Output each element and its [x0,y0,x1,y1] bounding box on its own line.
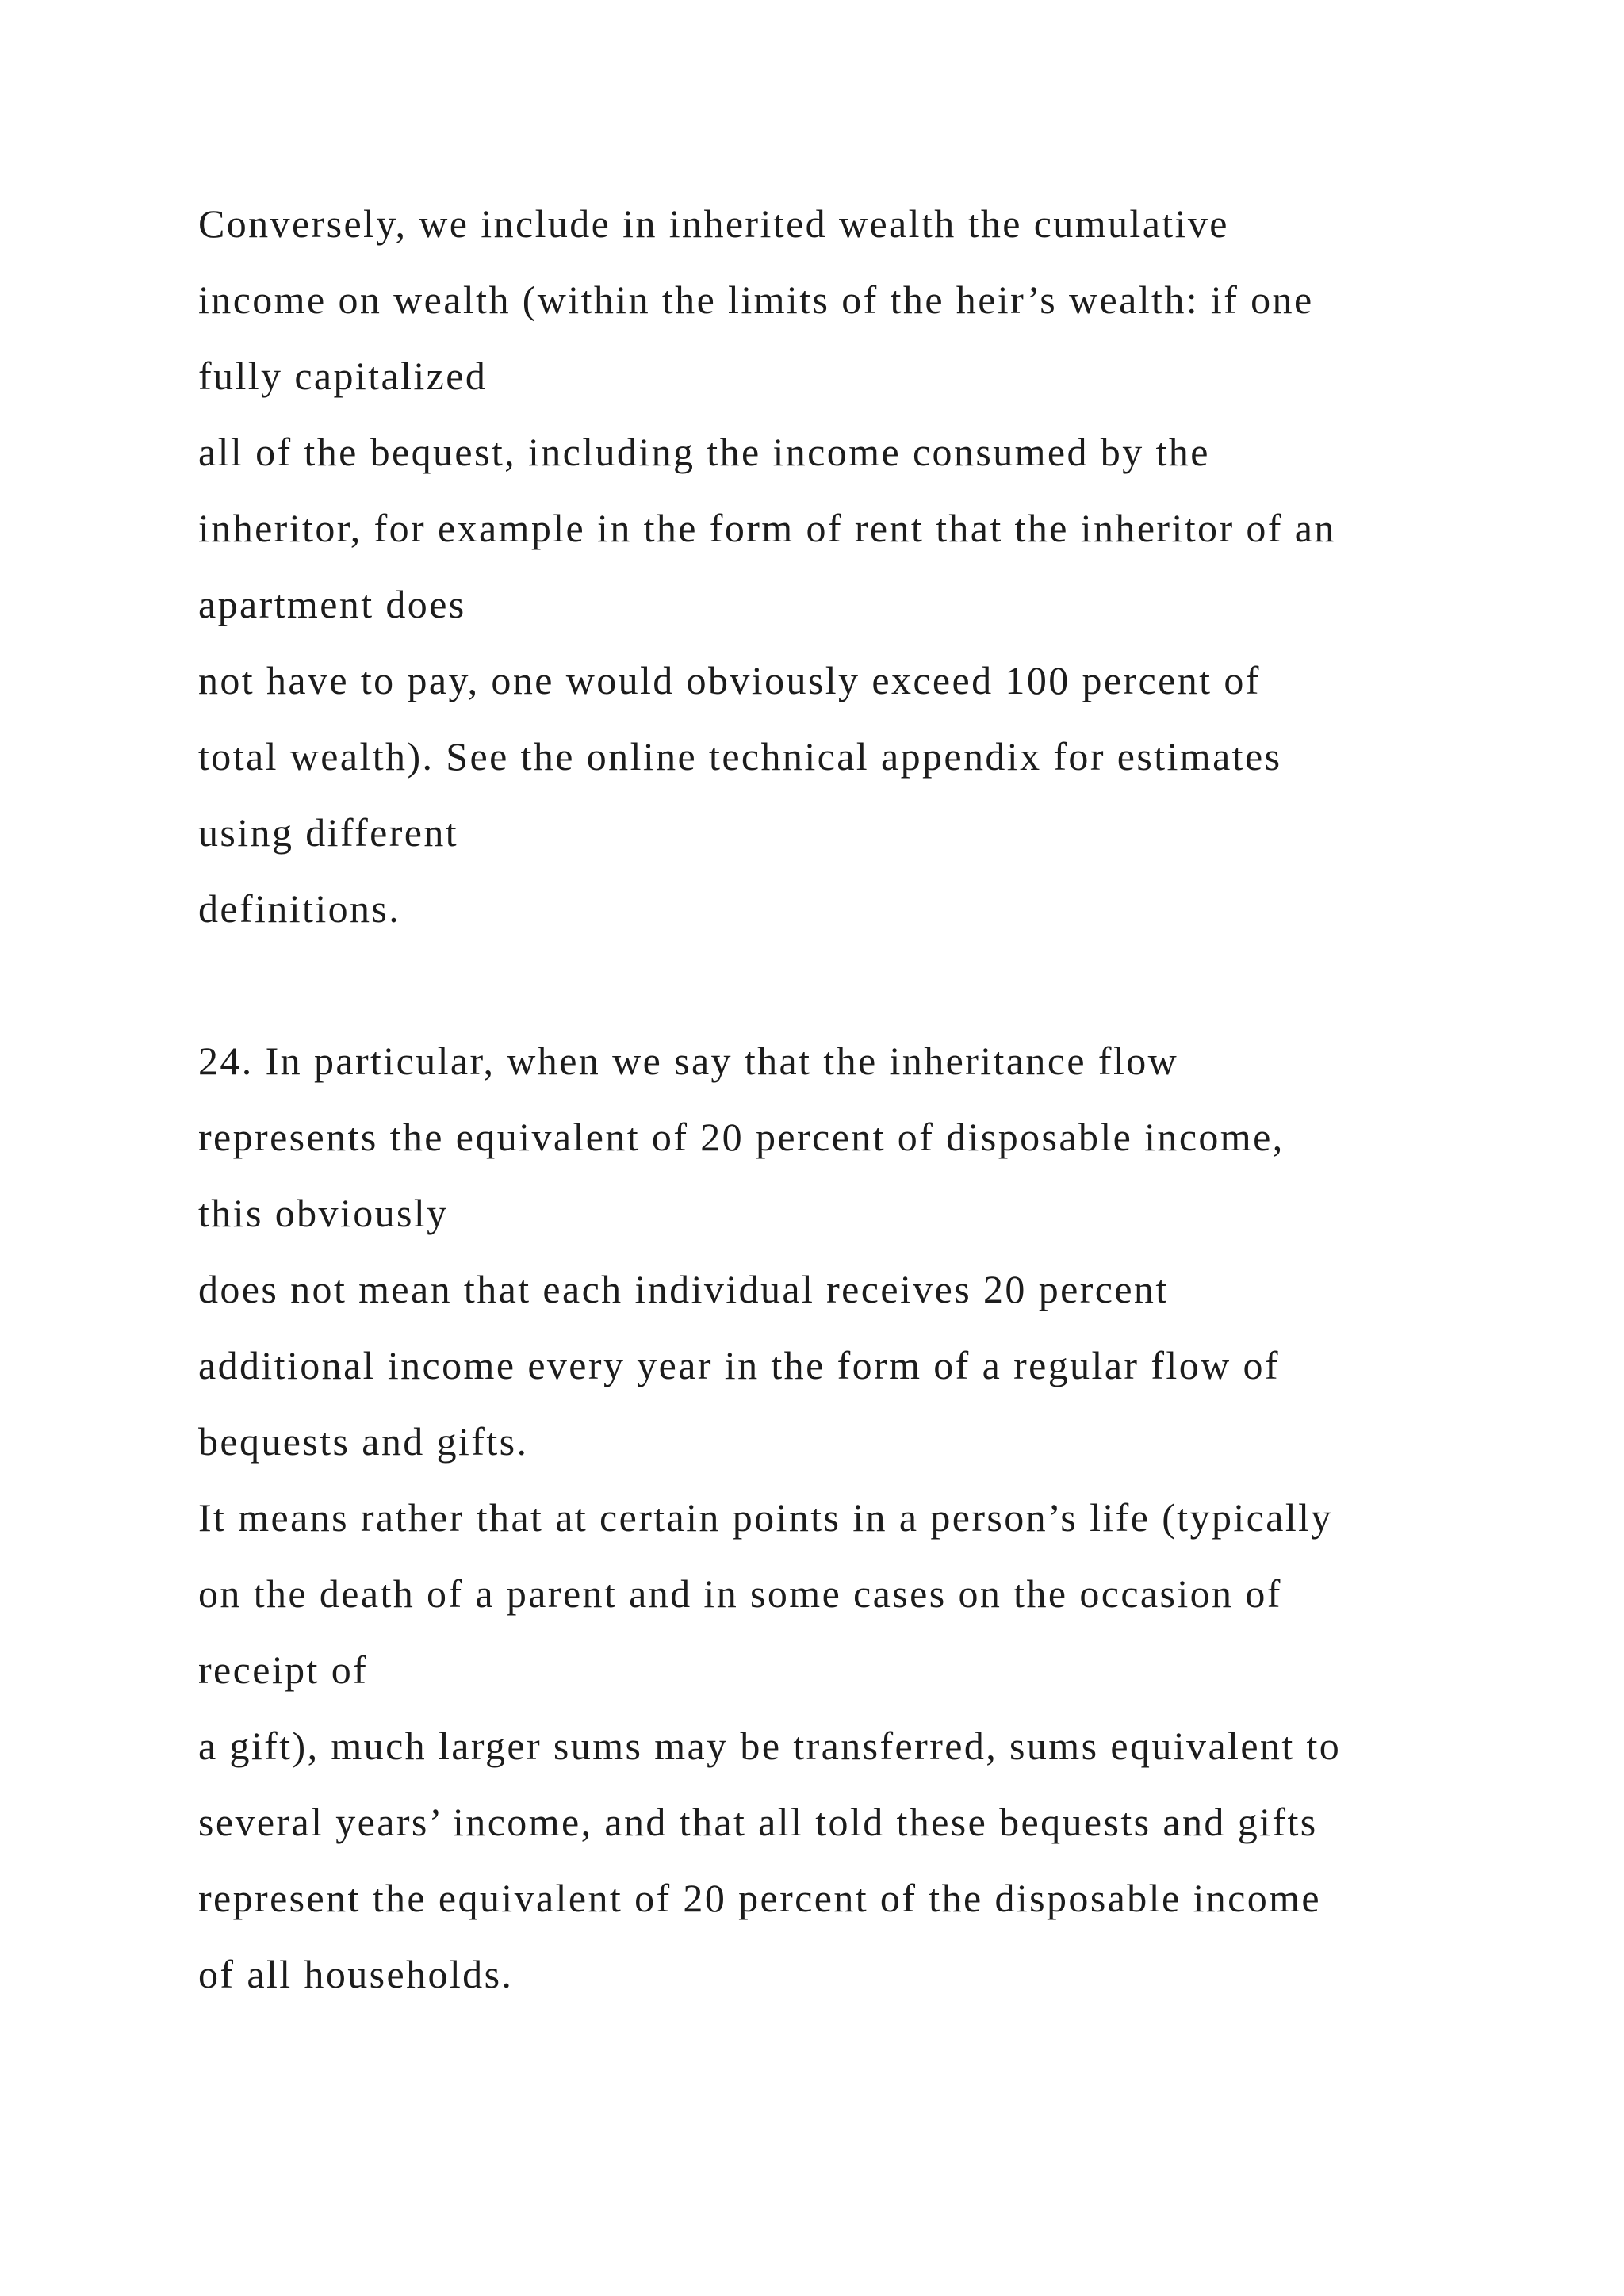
text-line: bequests and gifts. [198,1419,529,1464]
text-line: all of the bequest, including the income consumed by the [198,430,1210,474]
text-line: inheritor, for example in the form of rent that the inheritor of an [198,506,1336,550]
note-paragraph-continued [198,186,1507,947]
text-line: using different [198,810,459,855]
text-line: income on wealth (within the limits of the heir’s wealth: if one [198,277,1314,322]
text-line: receipt of [198,1647,369,1692]
text-line: not have to pay, one would obviously exceed 100 percent of [198,658,1261,702]
text-line: It means rather that at certain points in a person’s life (typically [198,1495,1333,1540]
text-line: Conversely, we include in inherited wealth the cumulative [198,201,1229,246]
text-line: represents the equivalent of 20 percent of disposable income, [198,1115,1285,1159]
note-24-paragraph [198,1023,1507,2012]
text-line: a gift), much larger sums may be transferred, sums equivalent to [198,1724,1342,1768]
text-line: does not mean that each individual receives 20 percent [198,1267,1169,1311]
text-line: several years’ income, and that all told these bequests and gifts [198,1800,1318,1844]
text-line: apartment does [198,582,466,626]
text-line: total wealth). See the online technical appendix for estimates [198,734,1282,779]
text-line: on the death of a parent and in some cases on the occasion of [198,1571,1282,1616]
text-line: represent the equivalent of 20 percent of the disposable income [198,1876,1322,1920]
text-line: definitions. [198,886,401,931]
text-line: of all households. [198,1952,514,1996]
text-line: 24. In particular, when we say that the inheritance flow [198,1039,1179,1083]
text-line: fully capitalized [198,354,488,398]
text-line: additional income every year in the form of a regular flow of [198,1343,1280,1387]
text-line: this obviously [198,1191,449,1235]
